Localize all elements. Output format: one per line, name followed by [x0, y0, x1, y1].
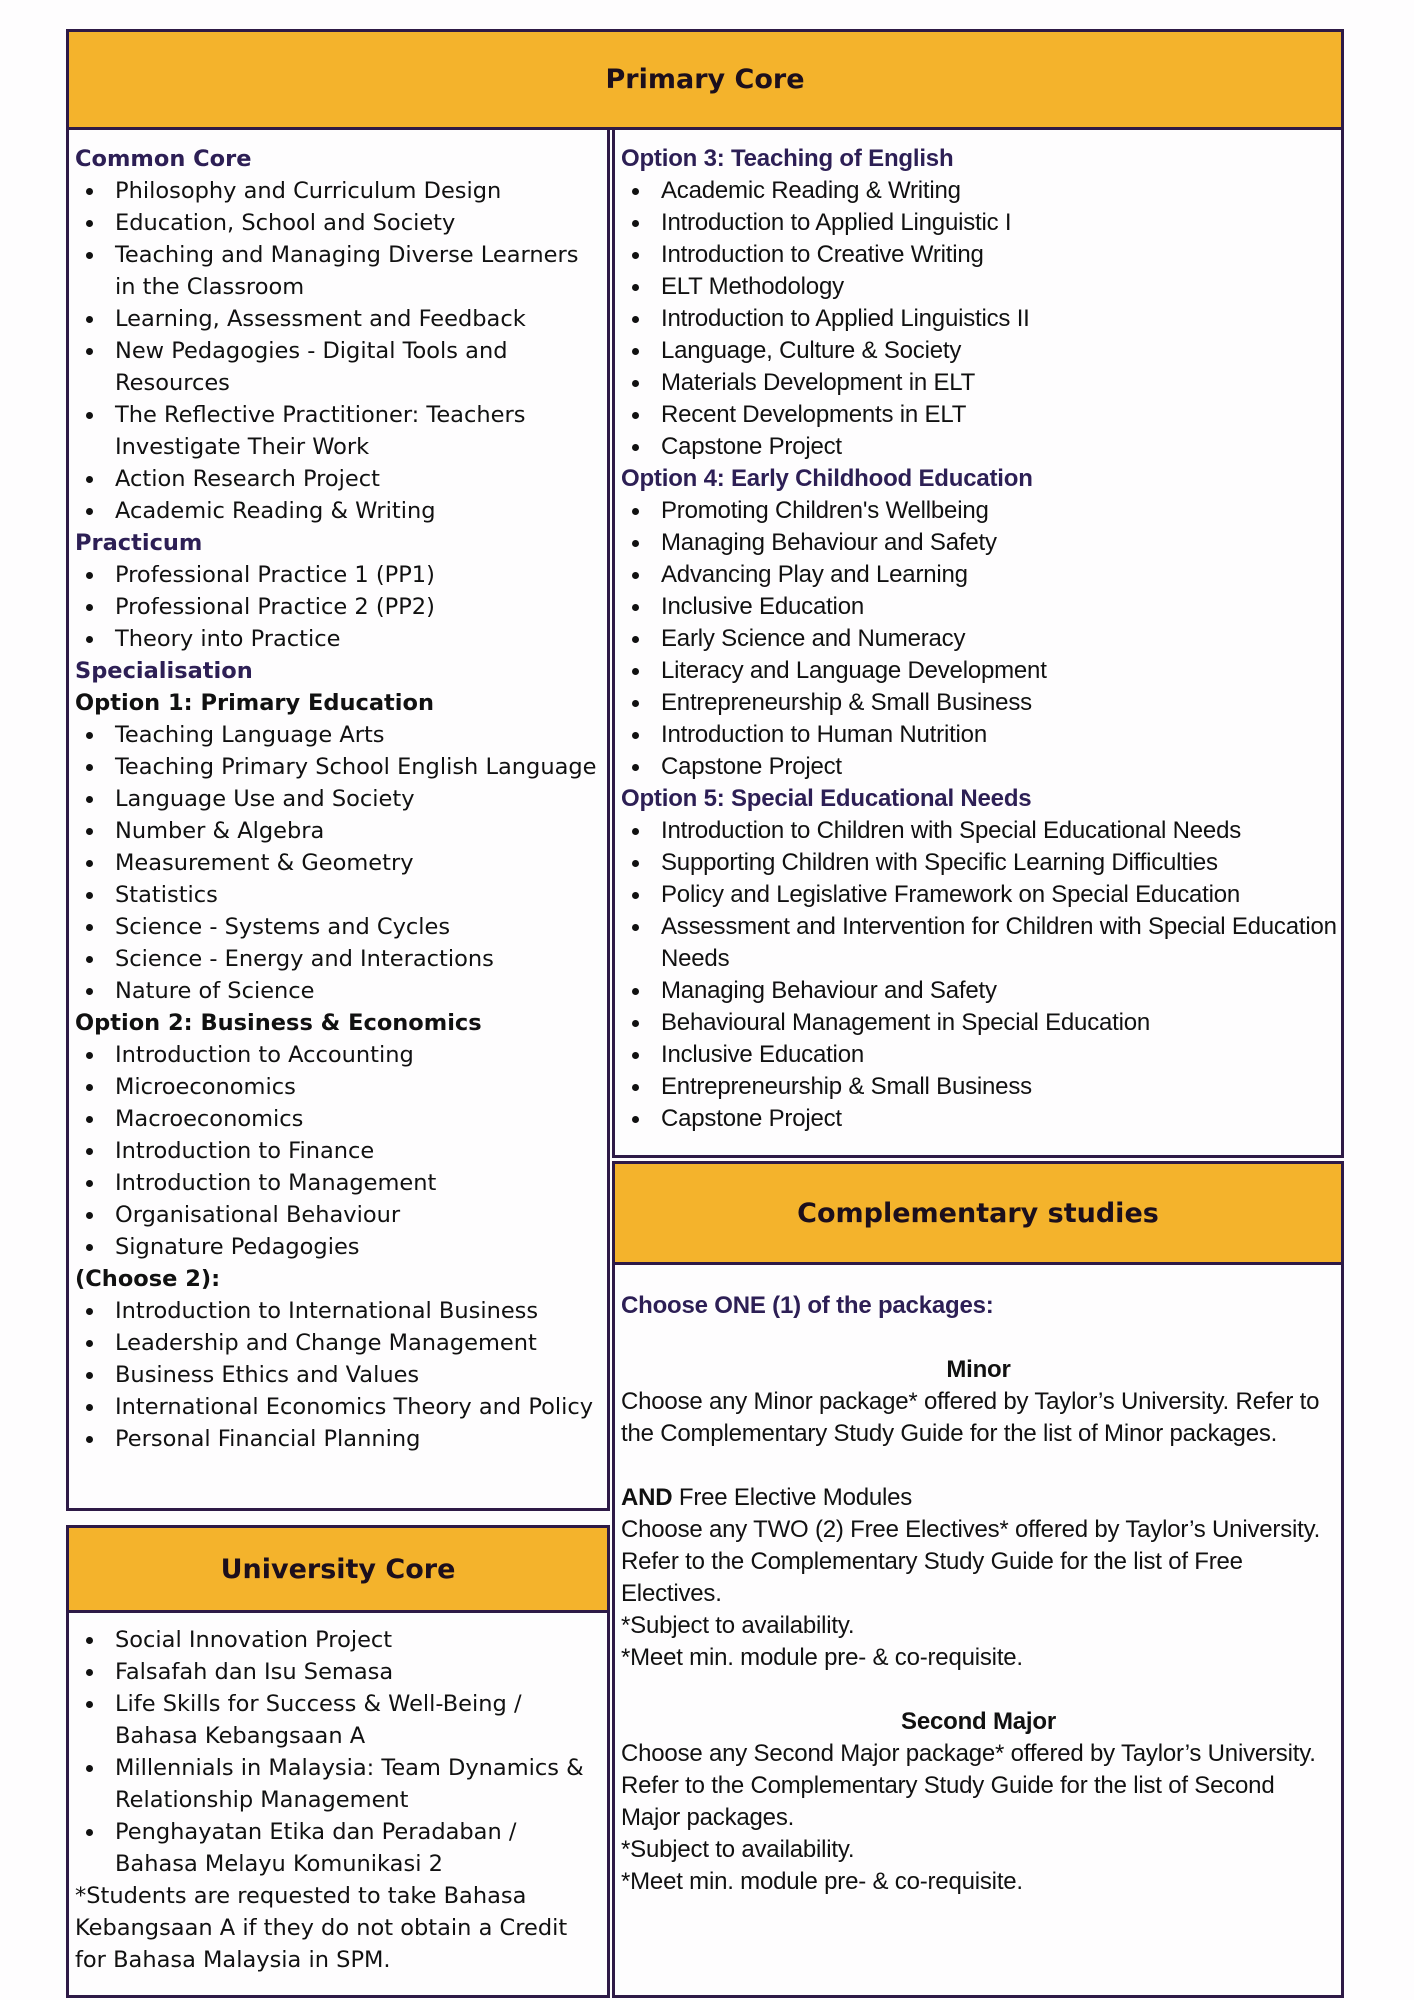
free-elective-heading: Free Elective Modules: [678, 1484, 913, 1511]
list-item: Social Innovation Project: [75, 1624, 605, 1656]
complementary-intro: Choose ONE (1) of the packages:: [621, 1292, 994, 1319]
list-item: New Pedagogies - Digital Tools and Resources: [75, 335, 605, 399]
list-item: Microeconomics: [75, 1071, 605, 1103]
list-item: Nature of Science: [75, 975, 605, 1007]
list-item: Assessment and Intervention for Children with Special Education Needs: [621, 911, 1341, 975]
list-item: Organisational Behaviour: [75, 1199, 605, 1231]
list-item: Teaching Primary School English Language: [75, 751, 605, 783]
option1-list: [75, 719, 605, 1007]
free-elective-text: Choose any TWO (2) Free Electives* offered by Taylor’s University. Refer to the Complementary Study Guide for the list of Free Electives.: [621, 1516, 1321, 1607]
list-item: Introduction to Human Nutrition: [621, 719, 1341, 751]
list-item: Leadership and Change Management: [75, 1327, 605, 1359]
list-item: Science - Systems and Cycles: [75, 911, 605, 943]
list-item: Promoting Children's Wellbeing: [621, 495, 1341, 527]
option3-list: [621, 175, 1341, 463]
list-item: Science - Energy and Interactions: [75, 943, 605, 975]
list-item: Inclusive Education: [621, 591, 1341, 623]
list-item: Theory into Practice: [75, 623, 605, 655]
list-item: Falsafah dan Isu Semasa: [75, 1656, 605, 1688]
specialisation-heading: Specialisation: [75, 658, 253, 684]
minor-heading: Minor: [946, 1356, 1011, 1383]
list-item: Supporting Children with Specific Learning Difficulties: [621, 847, 1341, 879]
list-item: The Reflective Practitioner: Teachers Investigate Their Work: [75, 399, 605, 463]
list-item: Teaching and Managing Diverse Learners in the Classroom: [75, 239, 605, 303]
right-column-content: [621, 143, 1341, 1135]
list-item: Statistics: [75, 879, 605, 911]
list-item: Academic Reading & Writing: [621, 175, 1341, 207]
list-item: Introduction to Applied Linguistics II: [621, 303, 1341, 335]
list-item: Advancing Play and Learning: [621, 559, 1341, 591]
list-item: Education, School and Society: [75, 207, 605, 239]
list-item: Managing Behaviour and Safety: [621, 527, 1341, 559]
list-item: Life Skills for Success & Well-Being / Bahasa Kebangsaan A: [75, 1688, 605, 1752]
list-item: Language, Culture & Society: [621, 335, 1341, 367]
list-item: Introduction to Children with Special Educational Needs: [621, 815, 1341, 847]
practicum-list: [75, 559, 605, 655]
list-item: Number & Algebra: [75, 815, 605, 847]
primary-core-title: Primary Core: [605, 64, 805, 95]
list-item: Language Use and Society: [75, 783, 605, 815]
list-item: Personal Financial Planning: [75, 1423, 605, 1455]
primary-core-header: [66, 29, 1344, 130]
university-core-note: *Students are requested to take Bahasa Kebangsaan A if they do not obtain a Credit for Bahasa Malaysia in SPM.: [75, 1883, 568, 1973]
list-item: Recent Developments in ELT: [621, 399, 1341, 431]
free-elective-note-availability: *Subject to availability.: [621, 1612, 855, 1639]
minor-text: Choose any Minor package* offered by Taylor’s University. Refer to the Complementary Study Guide for the list of Minor packages.: [621, 1388, 1320, 1447]
option2-heading: Option 2: Business & Economics: [75, 1010, 482, 1036]
list-item: Materials Development in ELT: [621, 367, 1341, 399]
complementary-title: Complementary studies: [797, 1197, 1159, 1229]
free-elective-heading-line: [621, 1482, 1336, 1514]
university-core-title: University Core: [220, 1553, 456, 1585]
list-item: Learning, Assessment and Feedback: [75, 303, 605, 335]
list-item: Introduction to International Business: [75, 1295, 605, 1327]
list-item: Introduction to Finance: [75, 1135, 605, 1167]
list-item: Action Research Project: [75, 463, 605, 495]
complementary-header: [612, 1161, 1344, 1265]
option5-list: [621, 815, 1341, 1135]
option4-list: [621, 495, 1341, 783]
practicum-heading: Practicum: [75, 530, 203, 556]
list-item: Introduction to Applied Linguistic I: [621, 207, 1341, 239]
complementary-content: [621, 1290, 1336, 1898]
second-major-note-availability: *Subject to availability.: [621, 1836, 855, 1863]
option5-heading: Option 5: Special Educational Needs: [621, 785, 1032, 812]
university-core-header: [66, 1525, 610, 1613]
list-item: Capstone Project: [621, 1103, 1341, 1135]
free-elective-note-prereq: *Meet min. module pre- & co-requisite.: [621, 1644, 1023, 1671]
list-item: Capstone Project: [621, 431, 1341, 463]
list-item: Measurement & Geometry: [75, 847, 605, 879]
list-item: Professional Practice 2 (PP2): [75, 591, 605, 623]
university-core-list: [75, 1624, 605, 1880]
list-item: Policy and Legislative Framework on Special Education: [621, 879, 1341, 911]
common-core-heading: Common Core: [75, 146, 252, 172]
list-item: Managing Behaviour and Safety: [621, 975, 1341, 1007]
option2-list: [75, 1039, 605, 1263]
list-item: Introduction to Management: [75, 1167, 605, 1199]
and-label: AND: [621, 1484, 673, 1511]
list-item: Introduction to Accounting: [75, 1039, 605, 1071]
list-item: Capstone Project: [621, 751, 1341, 783]
list-item: Millennials in Malaysia: Team Dynamics & Relationship Management: [75, 1752, 605, 1816]
university-core-content: [75, 1624, 605, 1976]
second-major-heading: Second Major: [901, 1708, 1056, 1735]
list-item: Entrepreneurship & Small Business: [621, 1071, 1341, 1103]
list-item: Introduction to Creative Writing: [621, 239, 1341, 271]
list-item: Signature Pedagogies: [75, 1231, 605, 1263]
list-item: Academic Reading & Writing: [75, 495, 605, 527]
option4-heading: Option 4: Early Childhood Education: [621, 465, 1033, 492]
second-major-text: Choose any Second Major package* offered by Taylor’s University. Refer to the Complementary Study Guide for the list of Second Major packages.: [621, 1740, 1316, 1831]
list-item: Behavioural Management in Special Education: [621, 1007, 1341, 1039]
option3-heading: Option 3: Teaching of English: [621, 145, 954, 172]
common-core-list: [75, 175, 605, 527]
second-major-note-prereq: *Meet min. module pre- & co-requisite.: [621, 1868, 1023, 1895]
list-item: Penghayatan Etika dan Peradaban / Bahasa Melayu Komunikasi 2: [75, 1816, 605, 1880]
list-item: Early Science and Numeracy: [621, 623, 1341, 655]
list-item: Professional Practice 1 (PP1): [75, 559, 605, 591]
option2-choose-heading: (Choose 2):: [75, 1266, 221, 1292]
list-item: Business Ethics and Values: [75, 1359, 605, 1391]
list-item: International Economics Theory and Policy: [75, 1391, 605, 1423]
list-item: Teaching Language Arts: [75, 719, 605, 751]
left-column-content: [75, 143, 605, 1455]
list-item: Philosophy and Curriculum Design: [75, 175, 605, 207]
list-item: Literacy and Language Development: [621, 655, 1341, 687]
list-item: Entrepreneurship & Small Business: [621, 687, 1341, 719]
list-item: Inclusive Education: [621, 1039, 1341, 1071]
option1-heading: Option 1: Primary Education: [75, 690, 434, 716]
option2-choose-list: [75, 1295, 605, 1455]
list-item: Macroeconomics: [75, 1103, 605, 1135]
list-item: ELT Methodology: [621, 271, 1341, 303]
